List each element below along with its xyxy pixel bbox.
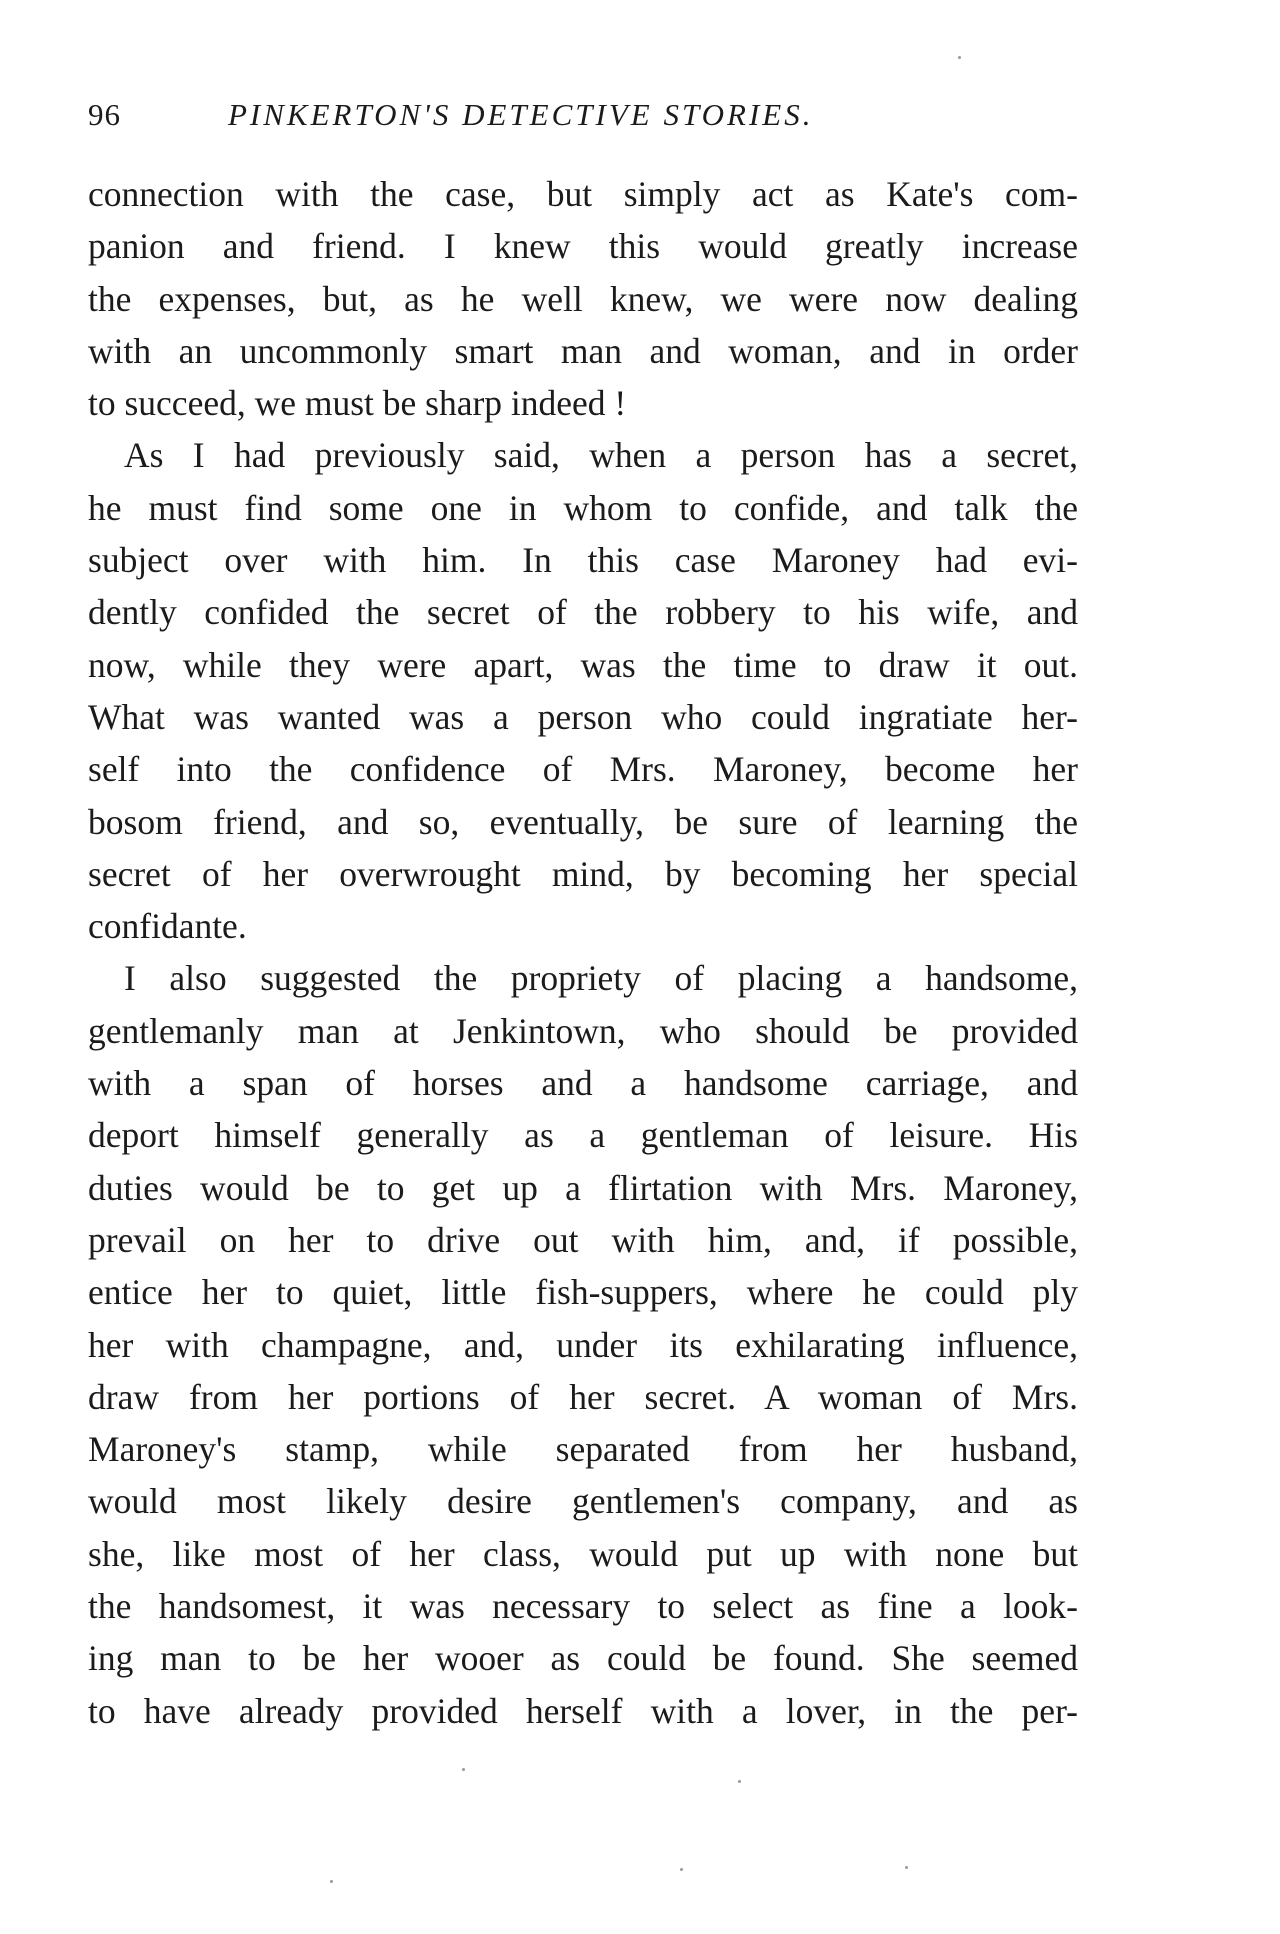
text-line: with an uncommonly smart man and woman, and in order xyxy=(88,330,1078,371)
paragraph-first-line: I also suggested the propriety of placing a handsome, xyxy=(124,958,1078,999)
text-body xyxy=(88,168,1078,1737)
scan-speck xyxy=(905,1866,908,1869)
scan-speck xyxy=(462,1768,465,1771)
text-line: bosom friend, and so, eventually, be sure of learning the xyxy=(88,801,1078,842)
text-line: prevail on her to drive out with him, and, if possible, xyxy=(88,1219,1078,1260)
text-line: self into the confidence of Mrs. Maroney, become her xyxy=(88,749,1078,790)
text-line: he must find some one in whom to confide, and talk the xyxy=(88,487,1078,528)
text-line: the handsomest, it was necessary to select as fine a look- xyxy=(88,1586,1078,1627)
scan-speck xyxy=(738,1780,741,1783)
text-line: her with champagne, and, under its exhilarating influence, xyxy=(88,1324,1078,1365)
text-line: entice her to quiet, little fish-suppers, where he could ply xyxy=(88,1272,1078,1313)
text-line: would most likely desire gentlemen's company, and as xyxy=(88,1481,1078,1522)
text-line: deport himself generally as a gentleman of leisure. His xyxy=(88,1115,1078,1156)
running-head xyxy=(88,90,1078,140)
text-line: now, while they were apart, was the time to draw it out. xyxy=(88,644,1078,685)
page-number: 96 xyxy=(88,97,121,132)
scan-speck xyxy=(958,56,961,59)
text-line: Maroney's stamp, while separated from her husband, xyxy=(88,1429,1078,1470)
scan-speck xyxy=(680,1868,683,1871)
text-line: to have already provided herself with a lover, in the per- xyxy=(88,1690,1078,1731)
text-line: secret of her overwrought mind, by becoming her special xyxy=(88,853,1078,894)
text-line: confidante. xyxy=(88,906,247,947)
text-line: panion and friend. I knew this would greatly increase xyxy=(88,226,1078,267)
text-line: gentlemanly man at Jenkintown, who should be provided xyxy=(88,1010,1078,1051)
text-line: to succeed, we must be sharp indeed ! xyxy=(88,383,627,424)
text-line: subject over with him. In this case Maroney had evi- xyxy=(88,540,1078,581)
text-line: she, like most of her class, would put up with none but xyxy=(88,1533,1078,1574)
text-line: connection with the case, but simply act as Kate's com- xyxy=(88,174,1078,214)
scan-speck xyxy=(330,1880,333,1883)
text-line: draw from her portions of her secret. A woman of Mrs. xyxy=(88,1376,1078,1417)
text-line: dently confided the secret of the robbery to his wife, and xyxy=(88,592,1078,633)
text-line: the expenses, but, as he well knew, we were now dealing xyxy=(88,278,1078,319)
text-line: duties would be to get up a flirtation with Mrs. Maroney, xyxy=(88,1167,1078,1208)
text-line: What was wanted was a person who could ingratiate her- xyxy=(88,696,1078,737)
paragraph-first-line: As I had previously said, when a person has a secret, xyxy=(124,435,1078,476)
text-line: with a span of horses and a handsome carriage, and xyxy=(88,1063,1078,1104)
running-title: PINKERTON'S DETECTIVE STORIES. xyxy=(228,97,814,132)
text-line: ing man to be her wooer as could be found. She seemed xyxy=(88,1638,1078,1679)
